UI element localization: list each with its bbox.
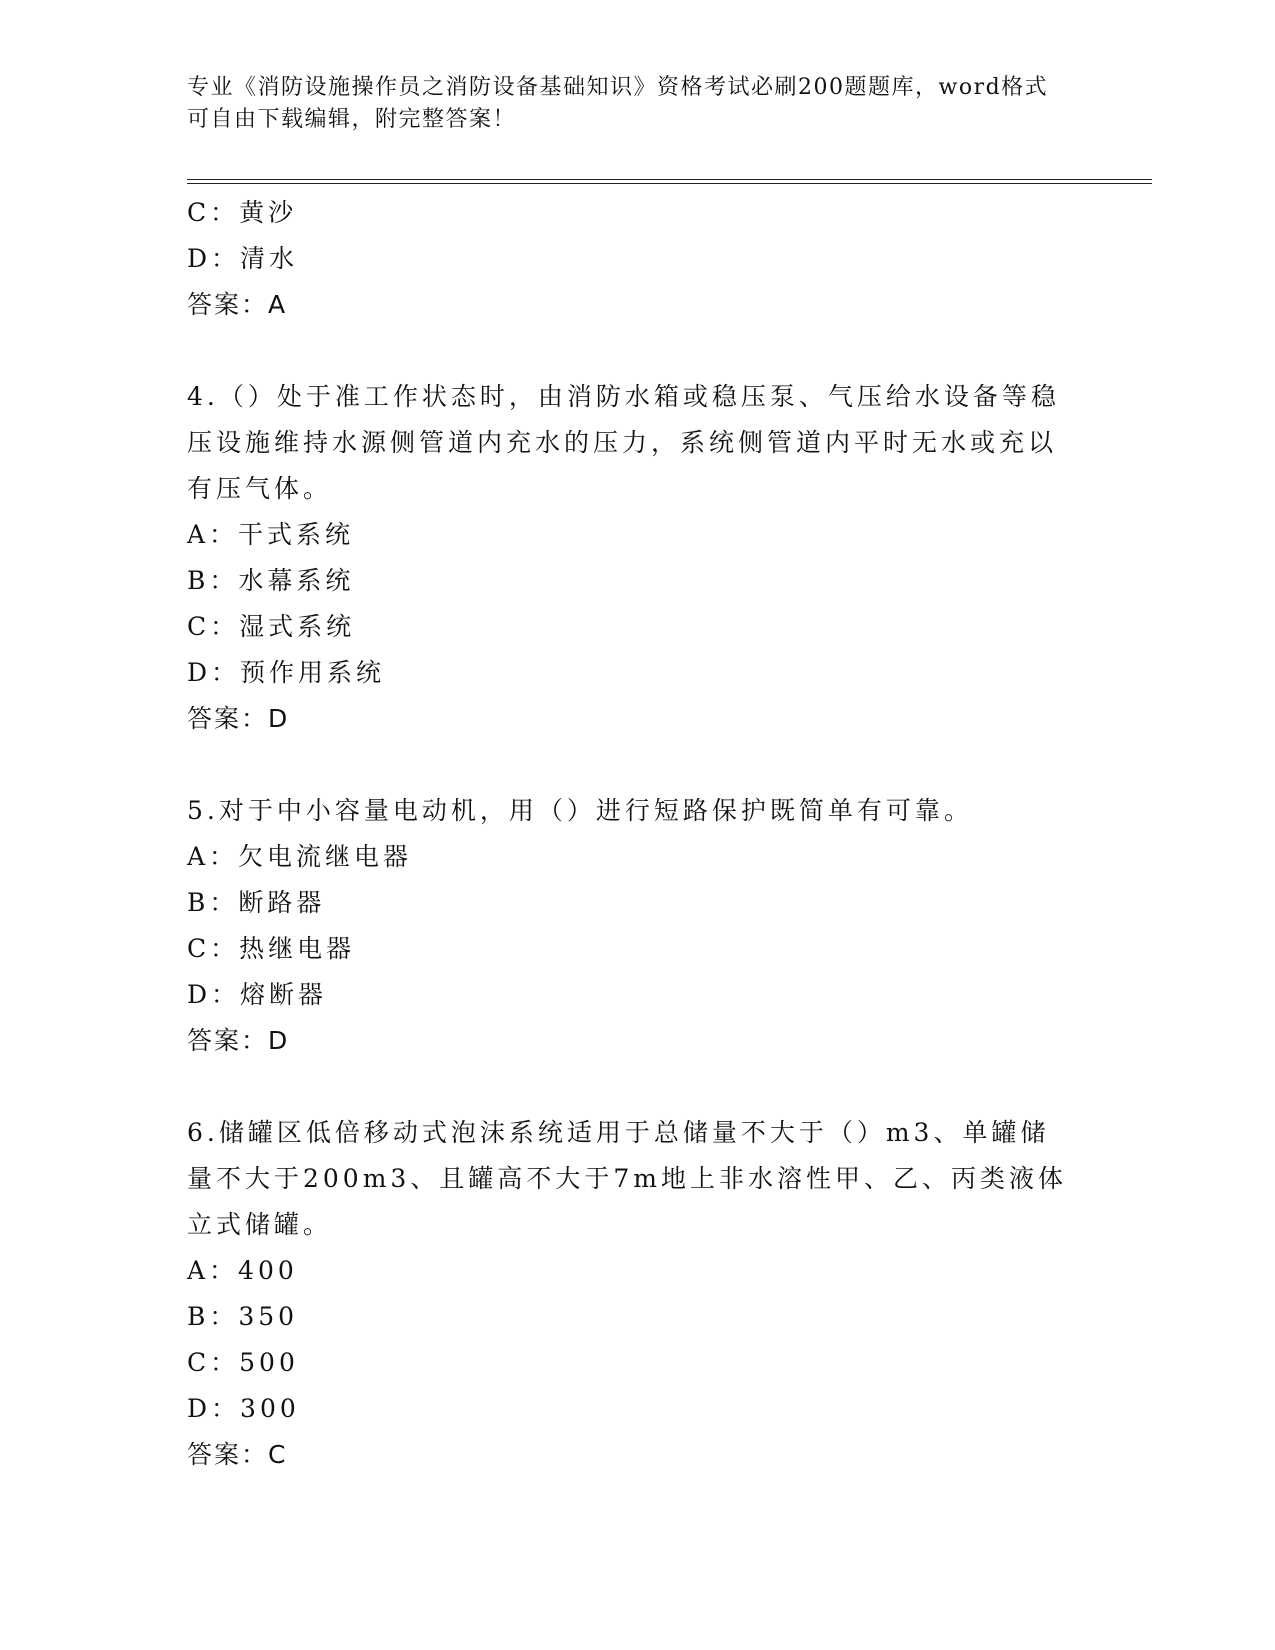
spacer [187,742,1067,788]
question-text: 6.储罐区低倍移动式泡沫系统适用于总储量不大于（）m3、单罐储量不大于200m3、且罐高不大于7m地上非水溶性甲、乙、丙类液体立式储罐。 [187,1118,1067,1239]
answer-line: 答案：D [187,1026,290,1055]
answer-line: 答案：D [187,704,290,733]
option-line: D：清水 [187,244,299,273]
question-block-6 [187,1110,1067,1478]
question-text: 5.对于中小容量电动机，用（）进行短路保护既简单有可靠。 [187,796,973,825]
option-line: A：欠电流继电器 [187,842,413,871]
document-body [187,190,1067,1478]
question-text: 4.（）处于准工作状态时，由消防水箱或稳压泵、气压给水设备等稳压设施维持水源侧管道内充水的压力，系统侧管道内平时无水或充以有压气体。 [187,382,1060,503]
spacer [187,1064,1067,1110]
question-block-4 [187,374,1067,742]
option-line: C：黄沙 [187,198,298,227]
option-line: B：断路器 [187,888,326,917]
document-header [187,72,1067,136]
answer-line: 答案：C [187,1440,288,1469]
option-line: C：湿式系统 [187,612,356,641]
option-line: A：400 [187,1256,298,1285]
option-line: B：水幕系统 [187,566,355,595]
option-line: D：熔断器 [187,980,328,1009]
option-line: C：500 [187,1348,299,1377]
option-line: D：300 [187,1394,300,1423]
header-rule-top [187,179,1152,180]
option-line: D：预作用系统 [187,658,386,687]
spacer [187,328,1067,374]
option-line: C：热继电器 [187,934,356,963]
question-block-5 [187,788,1067,1064]
document-title: 专业《消防设施操作员之消防设备基础知识》资格考试必刷200题题库，word格式可自由下载编辑，附完整答案！ [187,75,1049,132]
answer-line: 答案：A [187,290,288,319]
header-rule-bottom [187,183,1152,184]
option-line: B：350 [187,1302,299,1331]
option-line: A：干式系统 [187,520,355,549]
question-block-partial [187,190,1067,328]
